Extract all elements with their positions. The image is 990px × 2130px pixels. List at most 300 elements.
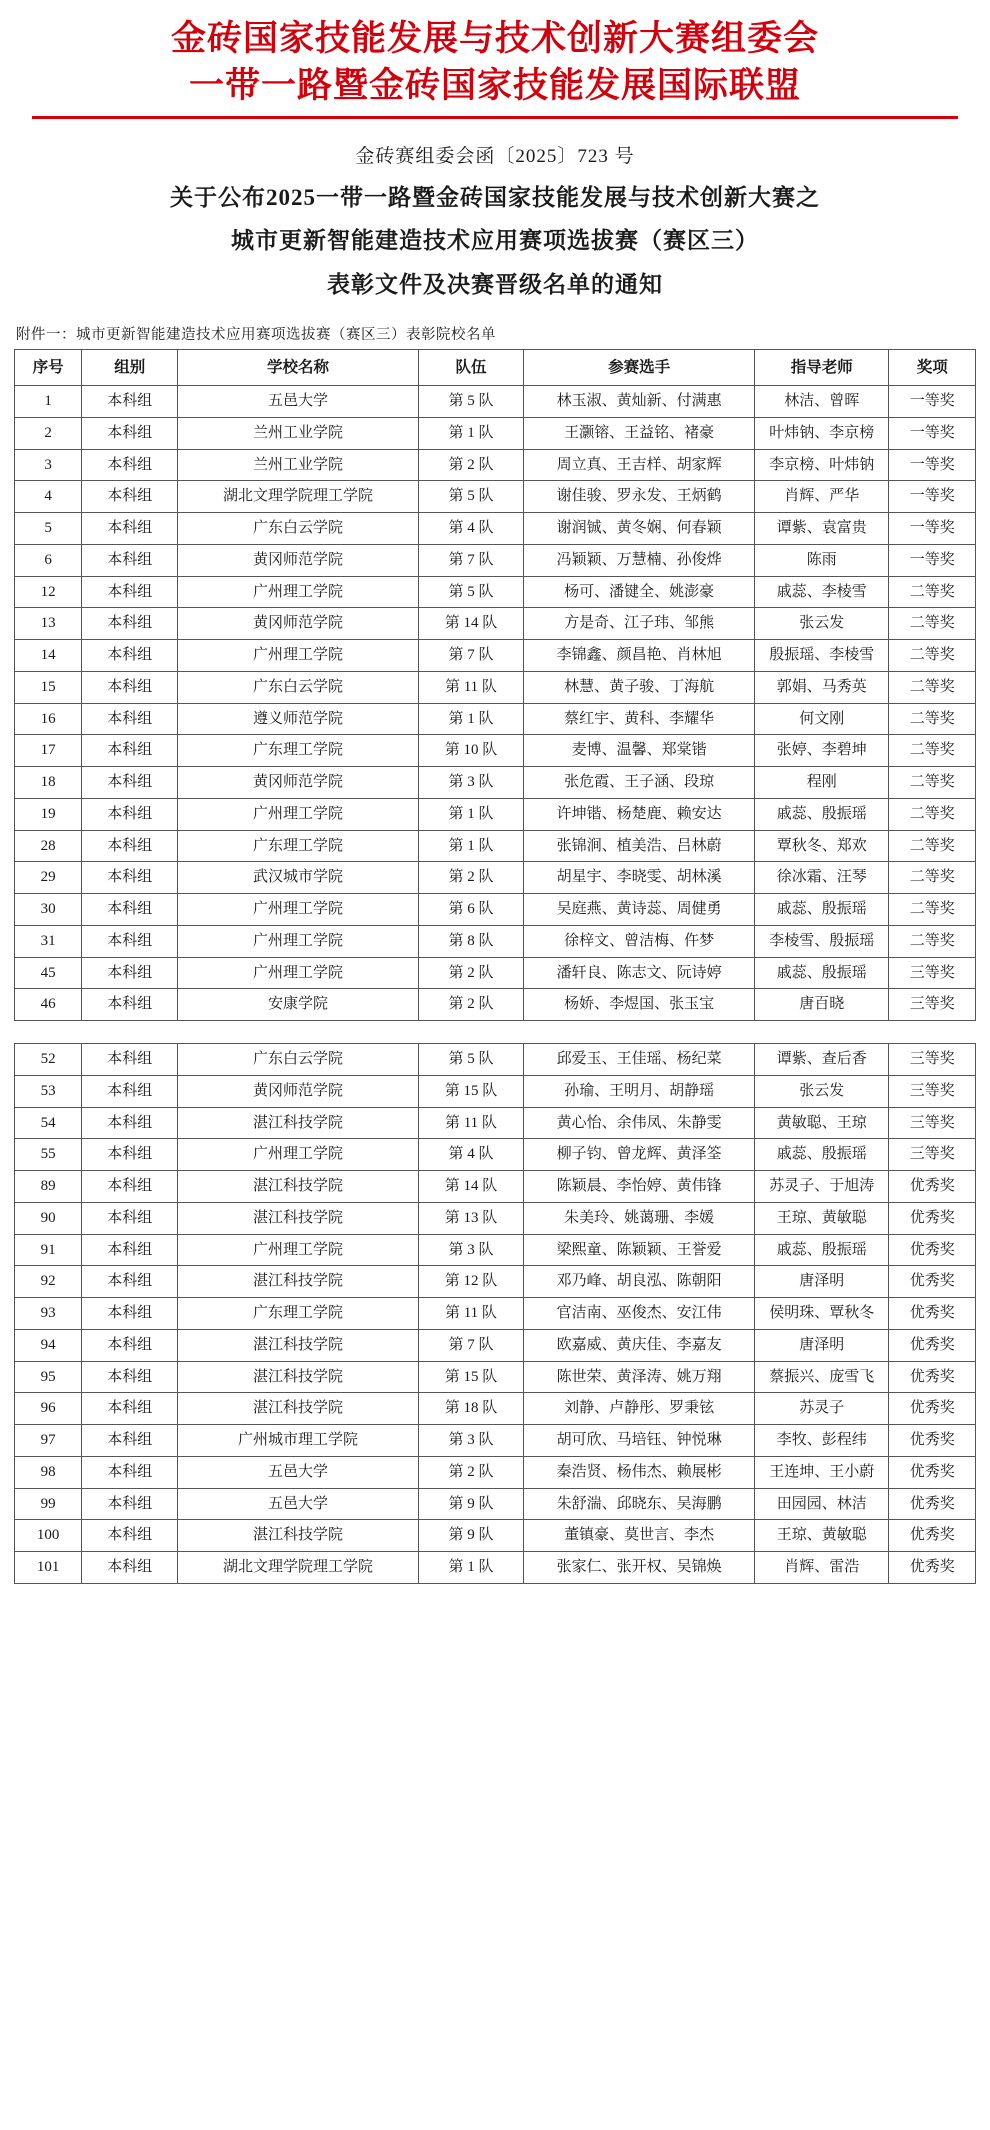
table-row <box>15 989 976 1021</box>
cell-award: 一等奖 <box>889 544 976 576</box>
column-header-team: 队伍 <box>418 349 524 385</box>
cell-teacher: 唐百晓 <box>754 989 889 1021</box>
cell-group: 本科组 <box>82 957 178 989</box>
cell-award: 优秀奖 <box>889 1361 976 1393</box>
masthead-divider <box>32 116 958 119</box>
cell-players: 陈世荣、黄泽涛、姚万翔 <box>524 1361 755 1393</box>
cell-seq: 28 <box>15 830 82 862</box>
cell-team: 第 9 队 <box>418 1520 524 1552</box>
cell-school: 安康学院 <box>178 989 418 1021</box>
cell-award: 优秀奖 <box>889 1234 976 1266</box>
cell-award: 一等奖 <box>889 386 976 418</box>
cell-teacher: 覃秋冬、郑欢 <box>754 830 889 862</box>
cell-seq: 15 <box>15 671 82 703</box>
cell-teacher: 戚蕊、殷振瑶 <box>754 1234 889 1266</box>
cell-award: 优秀奖 <box>889 1456 976 1488</box>
cell-group: 本科组 <box>82 640 178 672</box>
table-row <box>15 703 976 735</box>
cell-team: 第 3 队 <box>418 1425 524 1457</box>
cell-teacher: 唐泽明 <box>754 1266 889 1298</box>
cell-teacher: 蔡振兴、庞雪飞 <box>754 1361 889 1393</box>
cell-school: 广州理工学院 <box>178 1234 418 1266</box>
cell-award: 三等奖 <box>889 1139 976 1171</box>
cell-award: 一等奖 <box>889 417 976 449</box>
cell-team: 第 2 队 <box>418 989 524 1021</box>
table-row <box>15 1202 976 1234</box>
table-section-gap <box>14 1021 976 1043</box>
award-table-bottom <box>14 1043 976 1584</box>
column-header-award: 奖项 <box>889 349 976 385</box>
cell-players: 林慧、黄子骏、丁海航 <box>524 671 755 703</box>
cell-group: 本科组 <box>82 1171 178 1203</box>
cell-players: 孙瑜、王明月、胡静瑶 <box>524 1075 755 1107</box>
cell-seq: 90 <box>15 1202 82 1234</box>
cell-seq: 5 <box>15 513 82 545</box>
cell-seq: 2 <box>15 417 82 449</box>
cell-group: 本科组 <box>82 608 178 640</box>
page-title-line-1: 关于公布2025一带一路暨金砖国家技能发展与技术创新大赛之 <box>170 184 820 210</box>
cell-seq: 96 <box>15 1393 82 1425</box>
cell-group: 本科组 <box>82 1075 178 1107</box>
cell-teacher: 苏灵子 <box>754 1393 889 1425</box>
cell-award: 一等奖 <box>889 513 976 545</box>
cell-group: 本科组 <box>82 417 178 449</box>
cell-group: 本科组 <box>82 449 178 481</box>
cell-award: 优秀奖 <box>889 1488 976 1520</box>
cell-players: 徐梓文、曾洁梅、仵梦 <box>524 925 755 957</box>
cell-award: 优秀奖 <box>889 1171 976 1203</box>
cell-players: 杨娇、李煜国、张玉宝 <box>524 989 755 1021</box>
cell-team: 第 1 队 <box>418 1552 524 1584</box>
cell-group: 本科组 <box>82 894 178 926</box>
cell-players: 胡可欣、马培钰、钟悦琳 <box>524 1425 755 1457</box>
cell-players: 欧嘉威、黄庆佳、李嘉友 <box>524 1329 755 1361</box>
cell-award: 二等奖 <box>889 830 976 862</box>
cell-players: 刘静、卢静彤、罗秉铉 <box>524 1393 755 1425</box>
cell-group: 本科组 <box>82 735 178 767</box>
cell-school: 广东白云学院 <box>178 671 418 703</box>
cell-players: 张危霞、王子涵、段琼 <box>524 767 755 799</box>
cell-seq: 12 <box>15 576 82 608</box>
cell-school: 湖北文理学院理工学院 <box>178 481 418 513</box>
table-row <box>15 798 976 830</box>
cell-award: 优秀奖 <box>889 1202 976 1234</box>
cell-team: 第 2 队 <box>418 957 524 989</box>
table-header-row <box>15 349 976 385</box>
cell-group: 本科组 <box>82 1552 178 1584</box>
masthead-line-2: 一带一路暨金砖国家技能发展国际联盟 <box>188 65 801 105</box>
cell-team: 第 7 队 <box>418 544 524 576</box>
cell-award: 二等奖 <box>889 703 976 735</box>
cell-award: 优秀奖 <box>889 1393 976 1425</box>
cell-seq: 29 <box>15 862 82 894</box>
cell-school: 广州城市理工学院 <box>178 1425 418 1457</box>
cell-seq: 55 <box>15 1139 82 1171</box>
cell-players: 黄心怡、余伟凤、朱静雯 <box>524 1107 755 1139</box>
award-table-top <box>14 349 976 1021</box>
cell-seq: 3 <box>15 449 82 481</box>
cell-school: 湖北文理学院理工学院 <box>178 1552 418 1584</box>
cell-school: 广东理工学院 <box>178 1298 418 1330</box>
column-header-seq: 序号 <box>15 349 82 385</box>
cell-school: 广州理工学院 <box>178 1139 418 1171</box>
cell-players: 王灏镕、王益铭、褚豪 <box>524 417 755 449</box>
cell-seq: 54 <box>15 1107 82 1139</box>
table-row <box>15 1425 976 1457</box>
cell-seq: 97 <box>15 1425 82 1457</box>
table-row <box>15 925 976 957</box>
table-row <box>15 671 976 703</box>
cell-school: 黄冈师范学院 <box>178 767 418 799</box>
cell-team: 第 3 队 <box>418 1234 524 1266</box>
cell-award: 三等奖 <box>889 1107 976 1139</box>
cell-group: 本科组 <box>82 862 178 894</box>
table-row <box>15 386 976 418</box>
cell-team: 第 8 队 <box>418 925 524 957</box>
cell-teacher: 谭紫、袁富贵 <box>754 513 889 545</box>
masthead <box>14 10 976 123</box>
cell-players: 朱美玲、姚蔼珊、李媛 <box>524 1202 755 1234</box>
cell-players: 邱爱玉、王佳瑶、杨纪菜 <box>524 1044 755 1076</box>
table-row <box>15 449 976 481</box>
table-row <box>15 767 976 799</box>
cell-award: 二等奖 <box>889 798 976 830</box>
cell-players: 谢佳骏、罗永发、王炳鹤 <box>524 481 755 513</box>
cell-group: 本科组 <box>82 1488 178 1520</box>
cell-team: 第 14 队 <box>418 608 524 640</box>
cell-teacher: 戚蕊、李棱雪 <box>754 576 889 608</box>
cell-award: 优秀奖 <box>889 1266 976 1298</box>
document-number: 金砖赛组委会函〔2025〕723 号 <box>355 145 635 167</box>
cell-teacher: 肖辉、雷浩 <box>754 1552 889 1584</box>
cell-school: 广东白云学院 <box>178 513 418 545</box>
cell-seq: 100 <box>15 1520 82 1552</box>
cell-award: 优秀奖 <box>889 1329 976 1361</box>
cell-school: 五邑大学 <box>178 386 418 418</box>
cell-seq: 18 <box>15 767 82 799</box>
cell-teacher: 程刚 <box>754 767 889 799</box>
table-row <box>15 1456 976 1488</box>
cell-seq: 98 <box>15 1456 82 1488</box>
cell-group: 本科组 <box>82 1425 178 1457</box>
cell-award: 二等奖 <box>889 767 976 799</box>
cell-seq: 94 <box>15 1329 82 1361</box>
table-row <box>15 1139 976 1171</box>
cell-teacher: 戚蕊、殷振瑶 <box>754 894 889 926</box>
cell-teacher: 张婷、李碧坤 <box>754 735 889 767</box>
table-row <box>15 576 976 608</box>
cell-seq: 14 <box>15 640 82 672</box>
cell-teacher: 田园园、林洁 <box>754 1488 889 1520</box>
cell-players: 胡星宇、李晓雯、胡林溪 <box>524 862 755 894</box>
cell-school: 湛江科技学院 <box>178 1361 418 1393</box>
cell-seq: 91 <box>15 1234 82 1266</box>
cell-seq: 16 <box>15 703 82 735</box>
cell-award: 二等奖 <box>889 671 976 703</box>
cell-players: 张锦涧、植美浩、吕林蔚 <box>524 830 755 862</box>
cell-players: 李锦鑫、颜昌艳、肖林旭 <box>524 640 755 672</box>
cell-group: 本科组 <box>82 1393 178 1425</box>
column-header-players: 参赛选手 <box>524 349 755 385</box>
cell-team: 第 1 队 <box>418 830 524 862</box>
attachment-caption: 附件一：城市更新智能建造技术应用赛项选拔赛（赛区三）表彰院校名单 <box>16 326 496 343</box>
cell-school: 五邑大学 <box>178 1456 418 1488</box>
cell-players: 杨可、潘键全、姚澎豪 <box>524 576 755 608</box>
cell-group: 本科组 <box>82 1520 178 1552</box>
cell-teacher: 徐冰霜、汪琴 <box>754 862 889 894</box>
cell-team: 第 2 队 <box>418 1456 524 1488</box>
table-row <box>15 481 976 513</box>
cell-group: 本科组 <box>82 703 178 735</box>
cell-seq: 1 <box>15 386 82 418</box>
cell-school: 五邑大学 <box>178 1488 418 1520</box>
cell-school: 湛江科技学院 <box>178 1171 418 1203</box>
cell-players: 朱舒湍、邱晓东、吴海鹏 <box>524 1488 755 1520</box>
cell-seq: 101 <box>15 1552 82 1584</box>
cell-teacher: 戚蕊、殷振瑶 <box>754 798 889 830</box>
table-row <box>15 1266 976 1298</box>
cell-team: 第 14 队 <box>418 1171 524 1203</box>
table-row <box>15 735 976 767</box>
cell-players: 蔡红宇、黄科、李耀华 <box>524 703 755 735</box>
cell-players: 冯颖颖、万慧楠、孙俊烨 <box>524 544 755 576</box>
cell-teacher: 张云发 <box>754 608 889 640</box>
cell-award: 二等奖 <box>889 608 976 640</box>
table-row <box>15 1171 976 1203</box>
cell-school: 兰州工业学院 <box>178 417 418 449</box>
table-row <box>15 1044 976 1076</box>
cell-team: 第 15 队 <box>418 1075 524 1107</box>
cell-award: 三等奖 <box>889 989 976 1021</box>
column-header-teacher: 指导老师 <box>754 349 889 385</box>
cell-school: 黄冈师范学院 <box>178 1075 418 1107</box>
cell-team: 第 5 队 <box>418 576 524 608</box>
cell-group: 本科组 <box>82 1329 178 1361</box>
cell-award: 三等奖 <box>889 957 976 989</box>
table-row <box>15 894 976 926</box>
cell-award: 一等奖 <box>889 481 976 513</box>
cell-group: 本科组 <box>82 1044 178 1076</box>
cell-school: 湛江科技学院 <box>178 1202 418 1234</box>
cell-seq: 53 <box>15 1075 82 1107</box>
cell-school: 广州理工学院 <box>178 925 418 957</box>
cell-team: 第 13 队 <box>418 1202 524 1234</box>
cell-award: 优秀奖 <box>889 1552 976 1584</box>
table-row <box>15 544 976 576</box>
cell-seq: 93 <box>15 1298 82 1330</box>
table-row <box>15 1520 976 1552</box>
cell-seq: 95 <box>15 1361 82 1393</box>
cell-team: 第 11 队 <box>418 1107 524 1139</box>
cell-school: 湛江科技学院 <box>178 1393 418 1425</box>
cell-players: 林玉淑、黄灿新、付满惠 <box>524 386 755 418</box>
cell-group: 本科组 <box>82 989 178 1021</box>
cell-teacher: 叶炜钠、李京榜 <box>754 417 889 449</box>
cell-team: 第 9 队 <box>418 1488 524 1520</box>
page-title-line-2: 城市更新智能建造技术应用赛项选拔赛（赛区三） <box>231 228 759 254</box>
cell-school: 广东白云学院 <box>178 1044 418 1076</box>
cell-school: 广州理工学院 <box>178 640 418 672</box>
cell-school: 广州理工学院 <box>178 576 418 608</box>
cell-group: 本科组 <box>82 830 178 862</box>
cell-teacher: 何文刚 <box>754 703 889 735</box>
cell-award: 优秀奖 <box>889 1425 976 1457</box>
cell-team: 第 2 队 <box>418 862 524 894</box>
cell-group: 本科组 <box>82 1456 178 1488</box>
cell-team: 第 5 队 <box>418 1044 524 1076</box>
cell-players: 董镇豪、莫世言、李杰 <box>524 1520 755 1552</box>
cell-team: 第 4 队 <box>418 1139 524 1171</box>
cell-teacher: 林洁、曾晖 <box>754 386 889 418</box>
column-header-group: 组别 <box>82 349 178 385</box>
cell-school: 湛江科技学院 <box>178 1520 418 1552</box>
cell-school: 广州理工学院 <box>178 798 418 830</box>
cell-group: 本科组 <box>82 925 178 957</box>
cell-school: 湛江科技学院 <box>178 1329 418 1361</box>
cell-players: 梁熙童、陈颖颖、王誉爱 <box>524 1234 755 1266</box>
cell-players: 秦浩贤、杨伟杰、赖展彬 <box>524 1456 755 1488</box>
table-row <box>15 1234 976 1266</box>
cell-team: 第 4 队 <box>418 513 524 545</box>
cell-players: 吴庭燕、黄诗蕊、周健勇 <box>524 894 755 926</box>
cell-school: 兰州工业学院 <box>178 449 418 481</box>
table-row <box>15 513 976 545</box>
cell-award: 三等奖 <box>889 1044 976 1076</box>
cell-award: 二等奖 <box>889 640 976 672</box>
cell-teacher: 王琼、黄敏聪 <box>754 1202 889 1234</box>
cell-teacher: 谭紫、查后香 <box>754 1044 889 1076</box>
cell-group: 本科组 <box>82 767 178 799</box>
cell-players: 潘轩良、陈志文、阮诗婷 <box>524 957 755 989</box>
cell-seq: 31 <box>15 925 82 957</box>
cell-teacher: 黄敏聪、王琼 <box>754 1107 889 1139</box>
cell-award: 一等奖 <box>889 449 976 481</box>
cell-seq: 99 <box>15 1488 82 1520</box>
table-row <box>15 417 976 449</box>
cell-teacher: 苏灵子、于旭涛 <box>754 1171 889 1203</box>
cell-teacher: 戚蕊、殷振瑶 <box>754 1139 889 1171</box>
cell-team: 第 11 队 <box>418 1298 524 1330</box>
cell-team: 第 1 队 <box>418 417 524 449</box>
cell-group: 本科组 <box>82 1266 178 1298</box>
cell-team: 第 5 队 <box>418 386 524 418</box>
cell-players: 张家仁、张开权、吴锦焕 <box>524 1552 755 1584</box>
cell-school: 广州理工学院 <box>178 957 418 989</box>
cell-award: 优秀奖 <box>889 1520 976 1552</box>
cell-players: 谢润铖、黄冬娴、何春颖 <box>524 513 755 545</box>
cell-school: 湛江科技学院 <box>178 1266 418 1298</box>
cell-award: 二等奖 <box>889 862 976 894</box>
table-row <box>15 608 976 640</box>
cell-group: 本科组 <box>82 386 178 418</box>
cell-seq: 30 <box>15 894 82 926</box>
cell-team: 第 10 队 <box>418 735 524 767</box>
table-row <box>15 1075 976 1107</box>
cell-group: 本科组 <box>82 1107 178 1139</box>
cell-team: 第 1 队 <box>418 798 524 830</box>
cell-group: 本科组 <box>82 671 178 703</box>
cell-players: 邓乃峰、胡良泓、陈朝阳 <box>524 1266 755 1298</box>
cell-award: 二等奖 <box>889 925 976 957</box>
page-title <box>14 174 976 313</box>
cell-teacher: 陈雨 <box>754 544 889 576</box>
masthead-line-1: 金砖国家技能发展与技术创新大赛组委会 <box>170 19 819 58</box>
cell-teacher: 李棱雪、殷振瑶 <box>754 925 889 957</box>
cell-team: 第 18 队 <box>418 1393 524 1425</box>
cell-seq: 92 <box>15 1266 82 1298</box>
cell-group: 本科组 <box>82 1202 178 1234</box>
cell-players: 许坤锴、杨楚鹿、赖安达 <box>524 798 755 830</box>
cell-teacher: 张云发 <box>754 1075 889 1107</box>
table-row <box>15 1361 976 1393</box>
cell-team: 第 1 队 <box>418 703 524 735</box>
cell-teacher: 侯明珠、覃秋冬 <box>754 1298 889 1330</box>
cell-group: 本科组 <box>82 576 178 608</box>
cell-seq: 52 <box>15 1044 82 1076</box>
cell-teacher: 王琼、黄敏聪 <box>754 1520 889 1552</box>
cell-seq: 19 <box>15 798 82 830</box>
cell-award: 优秀奖 <box>889 1298 976 1330</box>
table-row <box>15 1329 976 1361</box>
cell-seq: 4 <box>15 481 82 513</box>
cell-players: 周立真、王吉样、胡家辉 <box>524 449 755 481</box>
cell-group: 本科组 <box>82 1361 178 1393</box>
table-row <box>15 1488 976 1520</box>
cell-team: 第 2 队 <box>418 449 524 481</box>
cell-group: 本科组 <box>82 798 178 830</box>
cell-teacher: 郭娟、马秀英 <box>754 671 889 703</box>
table-row <box>15 830 976 862</box>
page-title-line-3: 表彰文件及决赛晋级名单的通知 <box>327 272 663 298</box>
table-row <box>15 1298 976 1330</box>
cell-seq: 17 <box>15 735 82 767</box>
cell-award: 二等奖 <box>889 735 976 767</box>
cell-team: 第 12 队 <box>418 1266 524 1298</box>
cell-seq: 6 <box>15 544 82 576</box>
cell-seq: 89 <box>15 1171 82 1203</box>
cell-teacher: 肖辉、严华 <box>754 481 889 513</box>
table-row <box>15 862 976 894</box>
cell-team: 第 6 队 <box>418 894 524 926</box>
cell-seq: 13 <box>15 608 82 640</box>
cell-players: 麦博、温馨、郑棠锴 <box>524 735 755 767</box>
cell-players: 方是奇、江子玮、邹熊 <box>524 608 755 640</box>
cell-teacher: 王连坤、王小蔚 <box>754 1456 889 1488</box>
cell-teacher: 李京榜、叶炜钠 <box>754 449 889 481</box>
cell-school: 广东理工学院 <box>178 830 418 862</box>
cell-team: 第 3 队 <box>418 767 524 799</box>
cell-players: 柳子钧、曾龙辉、黄泽筌 <box>524 1139 755 1171</box>
cell-award: 二等奖 <box>889 894 976 926</box>
cell-school: 黄冈师范学院 <box>178 608 418 640</box>
cell-award: 二等奖 <box>889 576 976 608</box>
table-row <box>15 1552 976 1584</box>
cell-school: 遵义师范学院 <box>178 703 418 735</box>
cell-teacher: 李牧、彭程纬 <box>754 1425 889 1457</box>
cell-team: 第 5 队 <box>418 481 524 513</box>
cell-group: 本科组 <box>82 513 178 545</box>
cell-school: 湛江科技学院 <box>178 1107 418 1139</box>
cell-award: 三等奖 <box>889 1075 976 1107</box>
cell-teacher: 戚蕊、殷振瑶 <box>754 957 889 989</box>
cell-school: 广州理工学院 <box>178 894 418 926</box>
cell-seq: 45 <box>15 957 82 989</box>
cell-team: 第 7 队 <box>418 640 524 672</box>
cell-school: 武汉城市学院 <box>178 862 418 894</box>
table-row <box>15 957 976 989</box>
cell-team: 第 11 队 <box>418 671 524 703</box>
table-row <box>15 1107 976 1139</box>
